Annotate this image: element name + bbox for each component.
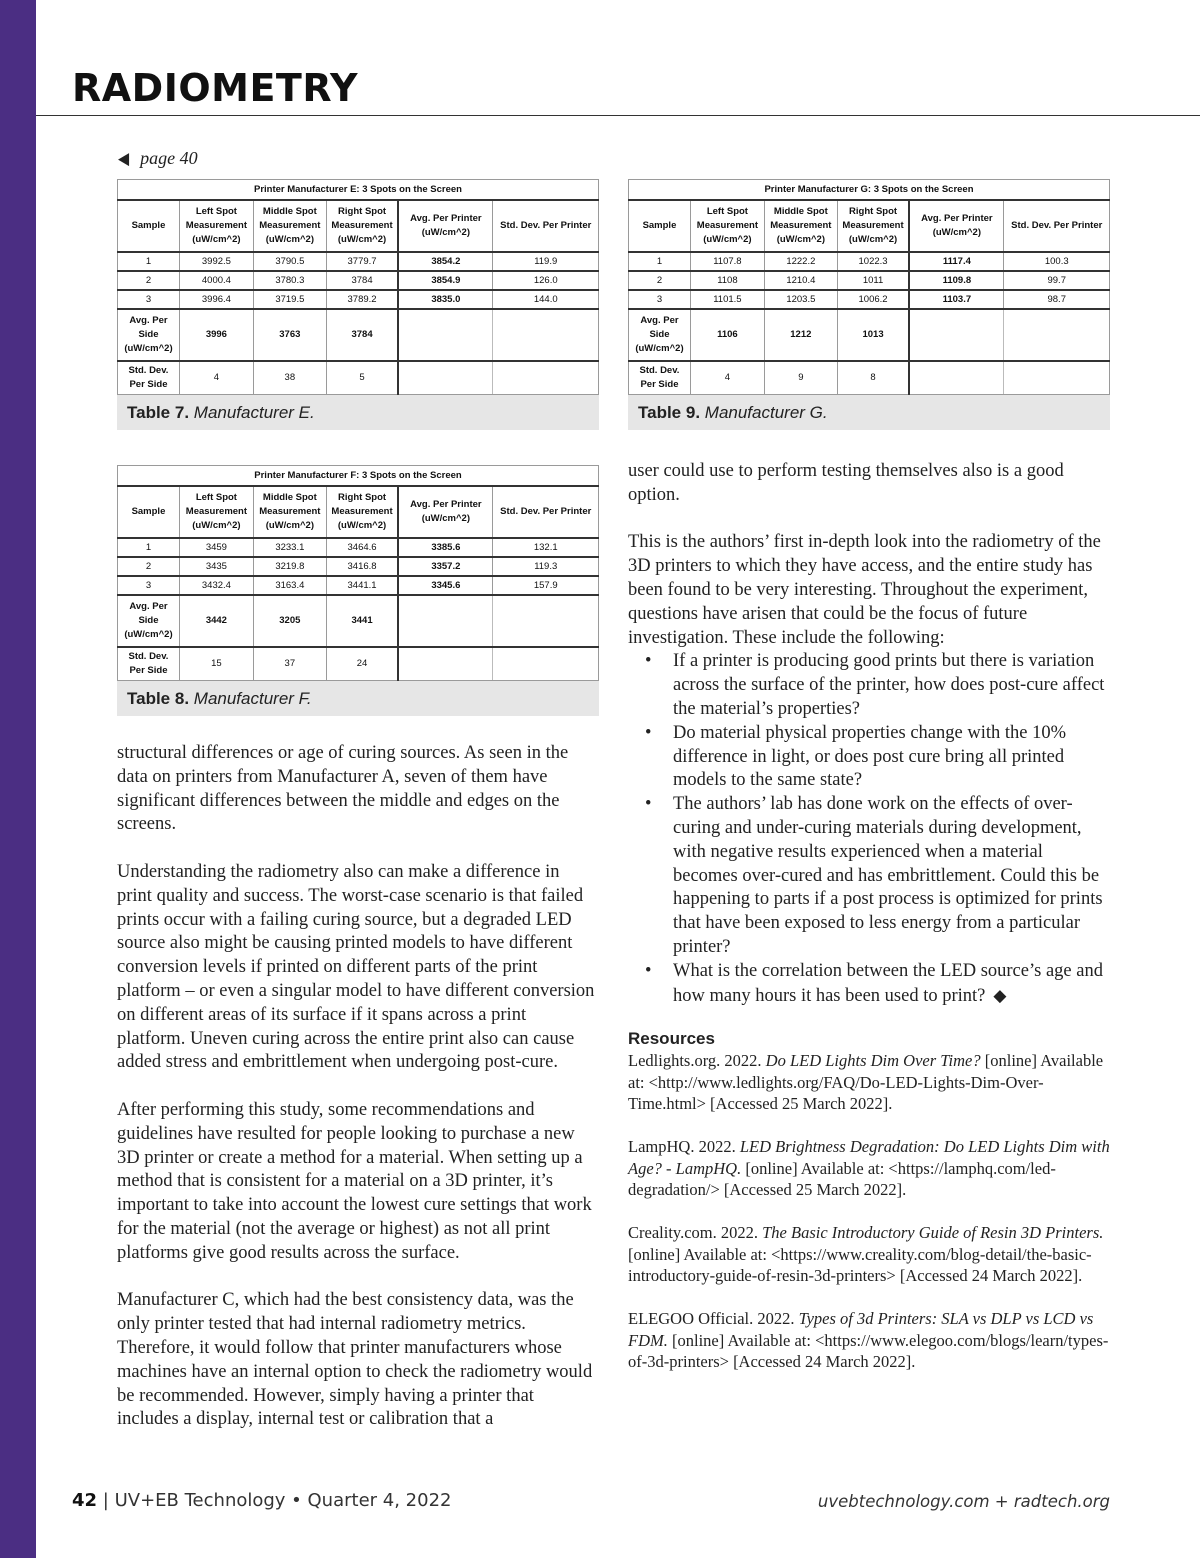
ref-details: [online] Available at: <https://lamphq.com/led-degradation/> [Accessed 25 March 2022]. xyxy=(628,1158,1056,1200)
table-row xyxy=(118,538,599,557)
table-cell: 1 xyxy=(118,252,180,271)
ref-title: Do LED Lights Dim Over Time? xyxy=(765,1051,981,1071)
table-cell: 8 xyxy=(837,361,909,395)
column-header: Left Spot Measurement (uW/cm^2) xyxy=(690,200,764,252)
column-header: Right Spot Measurement (uW/cm^2) xyxy=(837,200,909,252)
table-cell: 1006.2 xyxy=(837,290,909,309)
empty-cell xyxy=(398,361,493,395)
resources-heading: Resources xyxy=(628,1029,715,1049)
body-paragraph: user could use to perform testing themselves also is a good option. xyxy=(628,461,1064,505)
purple-side-bar xyxy=(0,0,36,1558)
reference-item xyxy=(628,1050,1112,1115)
body-paragraph: After performing this study, some recommendations and guidelines have resulted for people looking to purchase a new 3D printer or create a method for a material. When setting up a method that is consistent for a material on a 3D printer, it’s important to take into account the lowest cure settings that work for the material (not the average or highest) as not all print platforms give good results across the surface. xyxy=(117,1099,592,1263)
table-cell: 3780.3 xyxy=(253,271,326,290)
column-header: Std. Dev. Per Printer xyxy=(493,200,599,252)
table-row xyxy=(118,557,599,576)
row-label: Std. Dev. Per Side xyxy=(118,361,180,395)
ref-title: LED Brightness Degradation: Do LED Lights Dim with Age? - LampHQ. xyxy=(628,1137,1110,1178)
table-cell: 3 xyxy=(118,576,180,595)
table-cell: 3 xyxy=(118,290,180,309)
table-cell: 3233.1 xyxy=(253,538,326,557)
table-row xyxy=(118,252,599,271)
avg-per-side-row xyxy=(118,595,599,647)
caption-text: Manufacturer G. xyxy=(704,403,828,422)
caption-number: Table 7. xyxy=(127,403,190,422)
list-item: • The authors’ lab has done work on the effects of over-curing and under-curing materials during development, with negative results experienced when a material becomes over-cured and has embrittlement. Could this be happening to parts if a post process is optimized for prints that have been exposed to less energy from a particular printer? xyxy=(628,793,1112,960)
avg-per-side-row xyxy=(629,309,1110,361)
table-cell: 1222.2 xyxy=(764,252,837,271)
table-cell: 1108 xyxy=(690,271,764,290)
std-dev-per-side-row xyxy=(118,647,599,681)
continued-label: page 40 xyxy=(140,148,198,168)
table-cell: 1210.4 xyxy=(764,271,837,290)
table-cell: 4 xyxy=(690,361,764,395)
body-paragraph: Understanding the radiometry also can make a difference in print quality and success. The worst-case scenario is that failed prints occur with a failing curing source, but a degraded LED source also might be causing printed models to have different conversion levels if printed on different parts of the print platform – or even a singular model to have different conversion on different areas of its surface if it spans across a print platform. Uneven curing across the entire print also can cause added stress and embrittlement when undergoing post-cure. xyxy=(117,861,595,1073)
ref-source: LampHQ. 2022. xyxy=(628,1137,740,1157)
row-label: Std. Dev. Per Side xyxy=(118,647,180,681)
table-row xyxy=(629,252,1110,271)
empty-cell xyxy=(493,361,599,395)
table-cell: 38 xyxy=(253,361,326,395)
table-cell: 9 xyxy=(764,361,837,395)
table-cell: 1011 xyxy=(837,271,909,290)
list-item-text: What is the correlation between the LED source’s age and how many hours it has been used to print? xyxy=(673,960,1103,1006)
table-9-block xyxy=(628,179,1110,430)
table-cell: 3763 xyxy=(253,309,326,361)
table-cell: 144.0 xyxy=(493,290,599,309)
ref-source: Ledlights.org. 2022. xyxy=(628,1051,766,1071)
table-cell: 1106 xyxy=(690,309,764,361)
caption-number: Table 9. xyxy=(638,403,701,422)
table-cell: 100.3 xyxy=(1004,252,1110,271)
table-cell: 3790.5 xyxy=(253,252,326,271)
table-cell: 1212 xyxy=(764,309,837,361)
table-cell: 132.1 xyxy=(493,538,599,557)
table-row xyxy=(118,290,599,309)
empty-cell xyxy=(1004,309,1110,361)
table-row xyxy=(118,271,599,290)
table-cell: 1109.8 xyxy=(909,271,1004,290)
empty-cell xyxy=(493,647,599,681)
publication-name: UV+EB Technology • Quarter 4, 2022 xyxy=(114,1490,452,1511)
table-cell: 3779.7 xyxy=(326,252,398,271)
table-caption xyxy=(628,395,1110,430)
table-row xyxy=(629,271,1110,290)
column-header: Avg. Per Printer (uW/cm^2) xyxy=(398,200,493,252)
column-header: Left Spot Measurement (uW/cm^2) xyxy=(179,200,253,252)
table-cell: 3719.5 xyxy=(253,290,326,309)
continued-from[interactable] xyxy=(117,148,198,169)
footer-separator: | xyxy=(102,1490,109,1511)
column-header: Sample xyxy=(118,486,180,538)
ref-details: [online] Available at: <https://www.creality.com/blog-detail/the-basic-introductory-guide-of-resin-3d-printers> [Accessed 24 March 2022]. xyxy=(628,1244,1092,1286)
column-header: Middle Spot Measurement (uW/cm^2) xyxy=(764,200,837,252)
question-list xyxy=(628,650,1112,1008)
caption-text: Manufacturer E. xyxy=(193,403,315,422)
right-column-text xyxy=(628,460,1112,1394)
footer-websites[interactable]: uvebtechnology.com + radtech.org xyxy=(817,1492,1110,1511)
table-cell: 3441 xyxy=(326,595,398,647)
table-manufacturer-e xyxy=(117,179,599,395)
body-paragraph: This is the authors’ first in-depth look into the radiometry of the 3D printers to which they have access, and the entire study has been found to be very interesting. Throughout the experiment, questions have arisen that could be the focus of future investigation. These include the following: xyxy=(628,532,1101,648)
table-cell: 3345.6 xyxy=(398,576,493,595)
empty-cell xyxy=(398,647,493,681)
empty-cell xyxy=(398,309,493,361)
table-manufacturer-g xyxy=(628,179,1110,395)
table-cell: 1022.3 xyxy=(837,252,909,271)
body-paragraph: structural differences or age of curing sources. As seen in the data on printers from Manufacturer A, seven of them have significant differences between the middle and edges on the screens. xyxy=(117,743,569,835)
table-cell: 3 xyxy=(629,290,691,309)
table-cell: 3992.5 xyxy=(179,252,253,271)
reference-item xyxy=(628,1136,1112,1201)
table-caption xyxy=(117,681,599,716)
table-cell: 3784 xyxy=(326,309,398,361)
list-item: • Do material physical properties change with the 10% difference in light, or does post cure bring all printed models to the same state? xyxy=(628,722,1112,793)
table-cell: 3996.4 xyxy=(179,290,253,309)
table-cell: 1 xyxy=(118,538,180,557)
column-header: Avg. Per Printer (uW/cm^2) xyxy=(909,200,1004,252)
back-arrow-icon: ◀ xyxy=(117,149,130,168)
ref-title: The Basic Introductory Guide of Resin 3D Printers. xyxy=(762,1223,1104,1243)
table-cell: 3432.4 xyxy=(179,576,253,595)
table-cell: 3789.2 xyxy=(326,290,398,309)
table-cell: 157.9 xyxy=(493,576,599,595)
table-cell: 1103.7 xyxy=(909,290,1004,309)
table-row xyxy=(118,576,599,595)
list-item xyxy=(628,960,1112,1009)
table-cell: 1013 xyxy=(837,309,909,361)
table-cell: 3163.4 xyxy=(253,576,326,595)
std-dev-per-side-row xyxy=(118,361,599,395)
table-cell: 1101.5 xyxy=(690,290,764,309)
list-item: • If a printer is producing good prints but there is variation across the surface of the printer, how does post-cure affect the material’s properties? xyxy=(628,650,1112,721)
ref-title: Types of 3d Printers: SLA vs DLP vs LCD vs FDM. xyxy=(628,1309,1094,1350)
column-header: Right Spot Measurement (uW/cm^2) xyxy=(326,200,398,252)
column-header: Std. Dev. Per Printer xyxy=(1004,200,1110,252)
table-cell: 3435 xyxy=(179,557,253,576)
table-title: Printer Manufacturer F: 3 Spots on the Screen xyxy=(118,466,599,487)
table-cell: 3205 xyxy=(253,595,326,647)
table-cell: 99.7 xyxy=(1004,271,1110,290)
empty-cell xyxy=(1004,361,1110,395)
ref-details: [online] Available at: <http://www.ledlights.org/FAQ/Do-LED-Lights-Dim-Over-Time.html> [Accessed 25 March 2022]. xyxy=(628,1051,1104,1114)
row-label: Avg. Per Side (uW/cm^2) xyxy=(629,309,691,361)
table-cell: 2 xyxy=(118,557,180,576)
table-cell: 3835.0 xyxy=(398,290,493,309)
table-cell: 1107.8 xyxy=(690,252,764,271)
column-header: Sample xyxy=(629,200,691,252)
empty-cell xyxy=(909,361,1004,395)
title-rule xyxy=(36,115,1200,116)
empty-cell xyxy=(493,595,599,647)
column-header: Right Spot Measurement (uW/cm^2) xyxy=(326,486,398,538)
table-cell: 5 xyxy=(326,361,398,395)
table-cell: 3385.6 xyxy=(398,538,493,557)
column-header: Left Spot Measurement (uW/cm^2) xyxy=(179,486,253,538)
table-cell: 3442 xyxy=(179,595,253,647)
table-cell: 3784 xyxy=(326,271,398,290)
table-cell: 2 xyxy=(118,271,180,290)
row-label: Avg. Per Side (uW/cm^2) xyxy=(118,309,180,361)
table-8-block xyxy=(117,465,599,716)
table-title: Printer Manufacturer E: 3 Spots on the Screen xyxy=(118,180,599,201)
caption-number: Table 8. xyxy=(127,689,190,708)
ref-source: ELEGOO Official. 2022. xyxy=(628,1309,799,1329)
table-cell: 3219.8 xyxy=(253,557,326,576)
table-cell: 3357.2 xyxy=(398,557,493,576)
table-cell: 126.0 xyxy=(493,271,599,290)
ref-source: Creality.com. 2022. xyxy=(628,1223,763,1243)
table-title: Printer Manufacturer G: 3 Spots on the Screen xyxy=(629,180,1110,201)
column-header: Avg. Per Printer (uW/cm^2) xyxy=(398,486,493,538)
table-cell: 1203.5 xyxy=(764,290,837,309)
avg-per-side-row xyxy=(118,309,599,361)
body-paragraph: Manufacturer C, which had the best consistency data, was the only printer tested that had internal radiometry metrics. Therefore, it would follow that printer manufacturers whose machines have an internal option to check the radiometry would be recommended. However, simply having a printer that includes a display, internal test or calibration that a xyxy=(117,1290,593,1430)
page-number: 42 xyxy=(72,1490,98,1511)
footer-left xyxy=(72,1490,451,1511)
row-label: Avg. Per Side (uW/cm^2) xyxy=(118,595,180,647)
column-header: Sample xyxy=(118,200,180,252)
reference-item xyxy=(628,1308,1112,1373)
table-cell: 3464.6 xyxy=(326,538,398,557)
table-cell: 3996 xyxy=(179,309,253,361)
reference-item xyxy=(628,1222,1112,1287)
caption-text: Manufacturer F. xyxy=(193,689,312,708)
column-header: Middle Spot Measurement (uW/cm^2) xyxy=(253,486,326,538)
table-cell: 3441.1 xyxy=(326,576,398,595)
table-cell: 3854.2 xyxy=(398,252,493,271)
table-cell: 1 xyxy=(629,252,691,271)
row-label: Std. Dev. Per Side xyxy=(629,361,691,395)
end-diamond-icon: ◆ xyxy=(993,985,1007,1005)
table-cell: 37 xyxy=(253,647,326,681)
empty-cell xyxy=(398,595,493,647)
std-dev-per-side-row xyxy=(629,361,1110,395)
left-column-text xyxy=(117,742,599,1432)
ref-details: [online] Available at: <https://www.elegoo.com/blogs/learn/types-of-3d-printers> [Accessed 24 March 2022]. xyxy=(628,1330,1109,1372)
table-cell: 119.9 xyxy=(493,252,599,271)
table-cell: 3416.8 xyxy=(326,557,398,576)
empty-cell xyxy=(909,309,1004,361)
table-7-block xyxy=(117,179,599,430)
column-header: Middle Spot Measurement (uW/cm^2) xyxy=(253,200,326,252)
table-cell: 3854.9 xyxy=(398,271,493,290)
table-cell: 119.3 xyxy=(493,557,599,576)
table-cell: 15 xyxy=(179,647,253,681)
table-cell: 1117.4 xyxy=(909,252,1004,271)
table-cell: 4 xyxy=(179,361,253,395)
table-manufacturer-f xyxy=(117,465,599,681)
table-cell: 24 xyxy=(326,647,398,681)
table-cell: 4000.4 xyxy=(179,271,253,290)
table-row xyxy=(629,290,1110,309)
section-title: RADIOMETRY xyxy=(72,66,359,110)
empty-cell xyxy=(493,309,599,361)
table-caption xyxy=(117,395,599,430)
table-cell: 98.7 xyxy=(1004,290,1110,309)
table-cell: 2 xyxy=(629,271,691,290)
table-cell: 3459 xyxy=(179,538,253,557)
column-header: Std. Dev. Per Printer xyxy=(493,486,599,538)
